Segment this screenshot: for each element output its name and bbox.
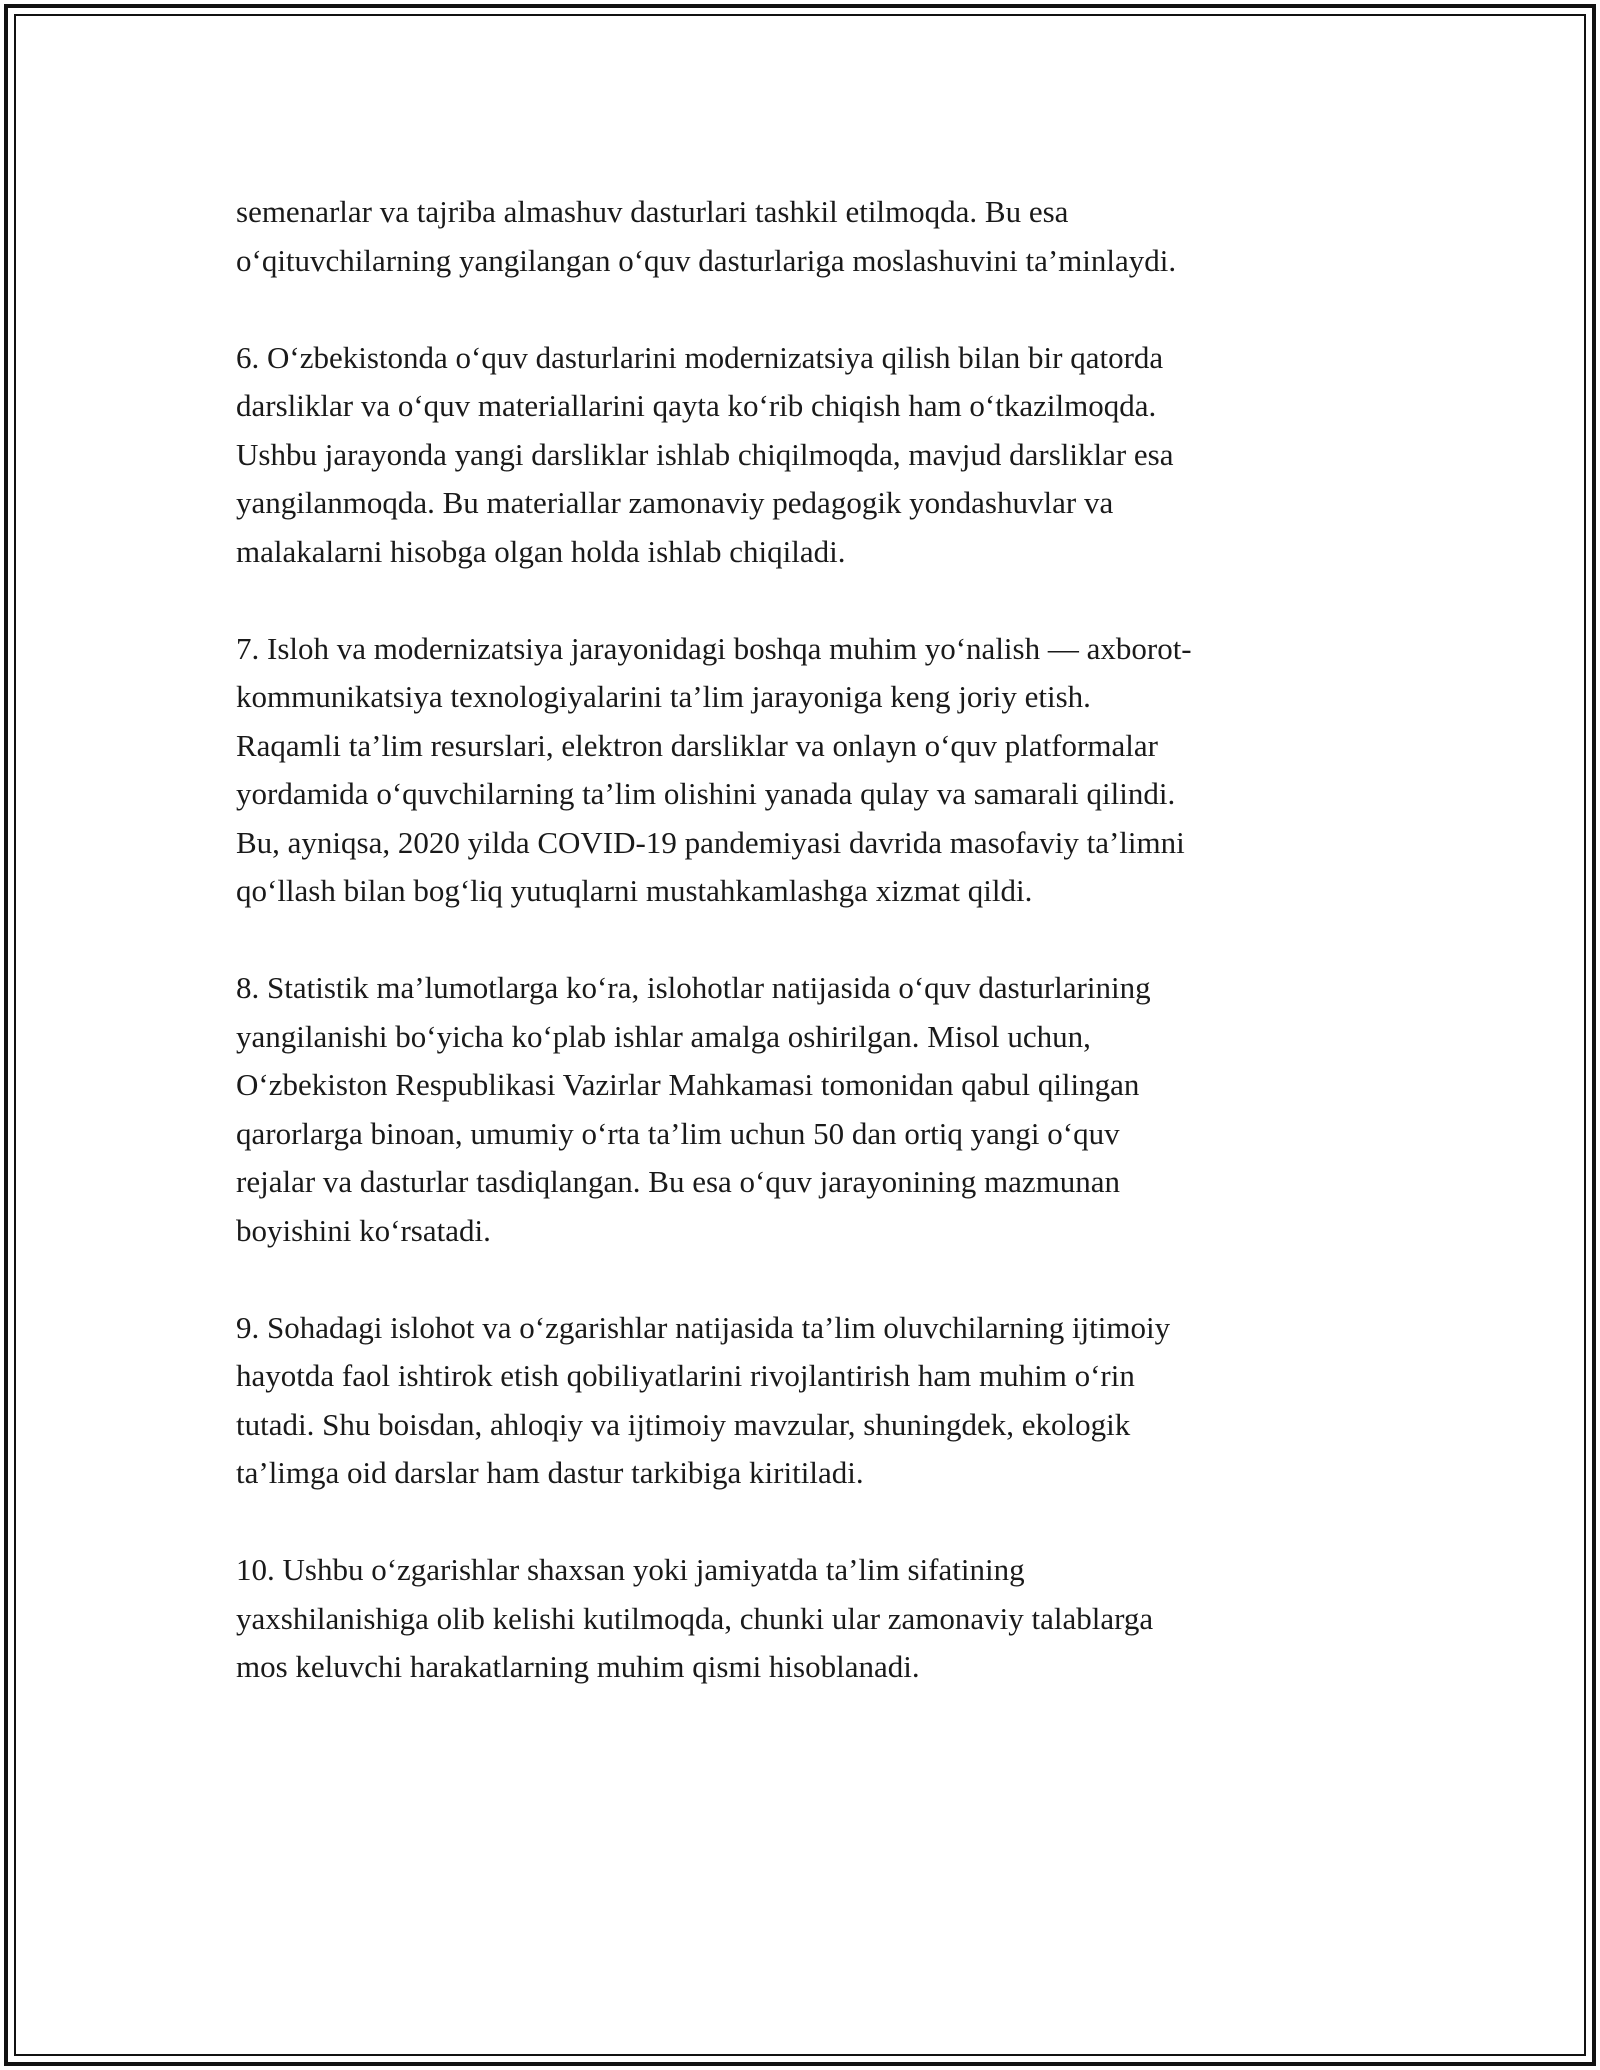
text-line: o‘qituvchilarning yangilangan o‘quv dasturlariga moslashuvini ta’minlaydi.: [236, 242, 1177, 278]
text-line: boyishini ko‘rsatadi.: [236, 1212, 491, 1248]
text-line: malakalarni hisobga olgan holda ishlab chiqiladi.: [236, 533, 846, 569]
text-line: Ushbu jarayonda yangi darsliklar ishlab chiqilmoqda, mavjud darsliklar esa: [236, 436, 1174, 472]
text-line: yaxshilanishiga olib kelishi kutilmoqda, chunki ular zamonaviy talablarga: [236, 1600, 1154, 1636]
text-line: rejalar va dasturlar tasdiqlangan. Bu esa o‘quv jarayonining mazmunan: [236, 1164, 1121, 1199]
text-line: ta’limga oid darslar ham dastur tarkibiga kiritiladi.: [236, 1455, 864, 1490]
text-line: yangilanmoqda. Bu materiallar zamonaviy pedagogik yondashuvlar va: [236, 485, 1114, 520]
text-line: yordamida o‘quvchilarning ta’lim olishini yanada qulay va samarali qilindi.: [236, 776, 1176, 811]
paragraph-item-8: [236, 964, 1396, 1255]
text-line: tutadi. Shu boisdan, ahloqiy va ijtimoiy mavzular, shuningdek, ekologik: [236, 1406, 1131, 1442]
text-line: 6. O‘zbekistonda o‘quv dasturlarini modernizatsiya qilish bilan bir qatorda: [236, 339, 1164, 375]
document-body: [236, 188, 1396, 1740]
text-line: 10. Ushbu o‘zgarishlar shaxsan yoki jamiyatda ta’lim sifatining: [236, 1552, 1025, 1587]
text-line: kommunikatsiya texnologiyalarini ta’lim jarayoniga keng joriy etish.: [236, 679, 1091, 714]
text-line: qo‘llash bilan bog‘liq yutuqlarni mustahkamlashga xizmat qildi.: [236, 873, 1033, 908]
text-line: Raqamli ta’lim resurslari, elektron darsliklar va onlayn o‘quv platformalar: [236, 727, 1158, 763]
text-line: yangilanishi bo‘yicha ko‘plab ishlar amalga oshirilgan. Misol uchun,: [236, 1018, 1091, 1054]
text-line: hayotda faol ishtirok etish qobiliyatlarini rivojlantirish ham muhim o‘rin: [236, 1358, 1135, 1393]
paragraph-item-6: [236, 334, 1396, 577]
text-line: mos keluvchi harakatlarning muhim qismi hisoblanadi.: [236, 1649, 920, 1684]
text-line: darsliklar va o‘quv materiallarini qayta ko‘rib chiqish ham o‘tkazilmoqda.: [236, 388, 1157, 423]
text-line: 8. Statistik ma’lumotlarga ko‘ra, islohotlar natijasida o‘quv dasturlarining: [236, 970, 1151, 1005]
text-line: Bu, ayniqsa, 2020 yilda COVID-19 pandemiyasi davrida masofaviy ta’limni: [236, 824, 1185, 860]
paragraph-item-9: [236, 1304, 1396, 1498]
text-line: qarorlarga binoan, umumiy o‘rta ta’lim uchun 50 dan ortiq yangi o‘quv: [236, 1115, 1120, 1151]
text-line: semenarlar va tajriba almashuv dasturlari tashkil etilmoqda. Bu esa: [236, 194, 1069, 229]
paragraph-continuation: [236, 188, 1396, 285]
paragraph-item-10: [236, 1546, 1396, 1692]
text-line: O‘zbekiston Respublikasi Vazirlar Mahkamasi tomonidan qabul qilingan: [236, 1067, 1140, 1102]
text-line: 7. Isloh va modernizatsiya jarayonidagi boshqa muhim yo‘nalish — axborot-: [236, 630, 1192, 666]
text-line: 9. Sohadagi islohot va o‘zgarishlar natijasida ta’lim oluvchilarning ijtimoiy: [236, 1309, 1171, 1345]
paragraph-item-7: [236, 625, 1396, 916]
